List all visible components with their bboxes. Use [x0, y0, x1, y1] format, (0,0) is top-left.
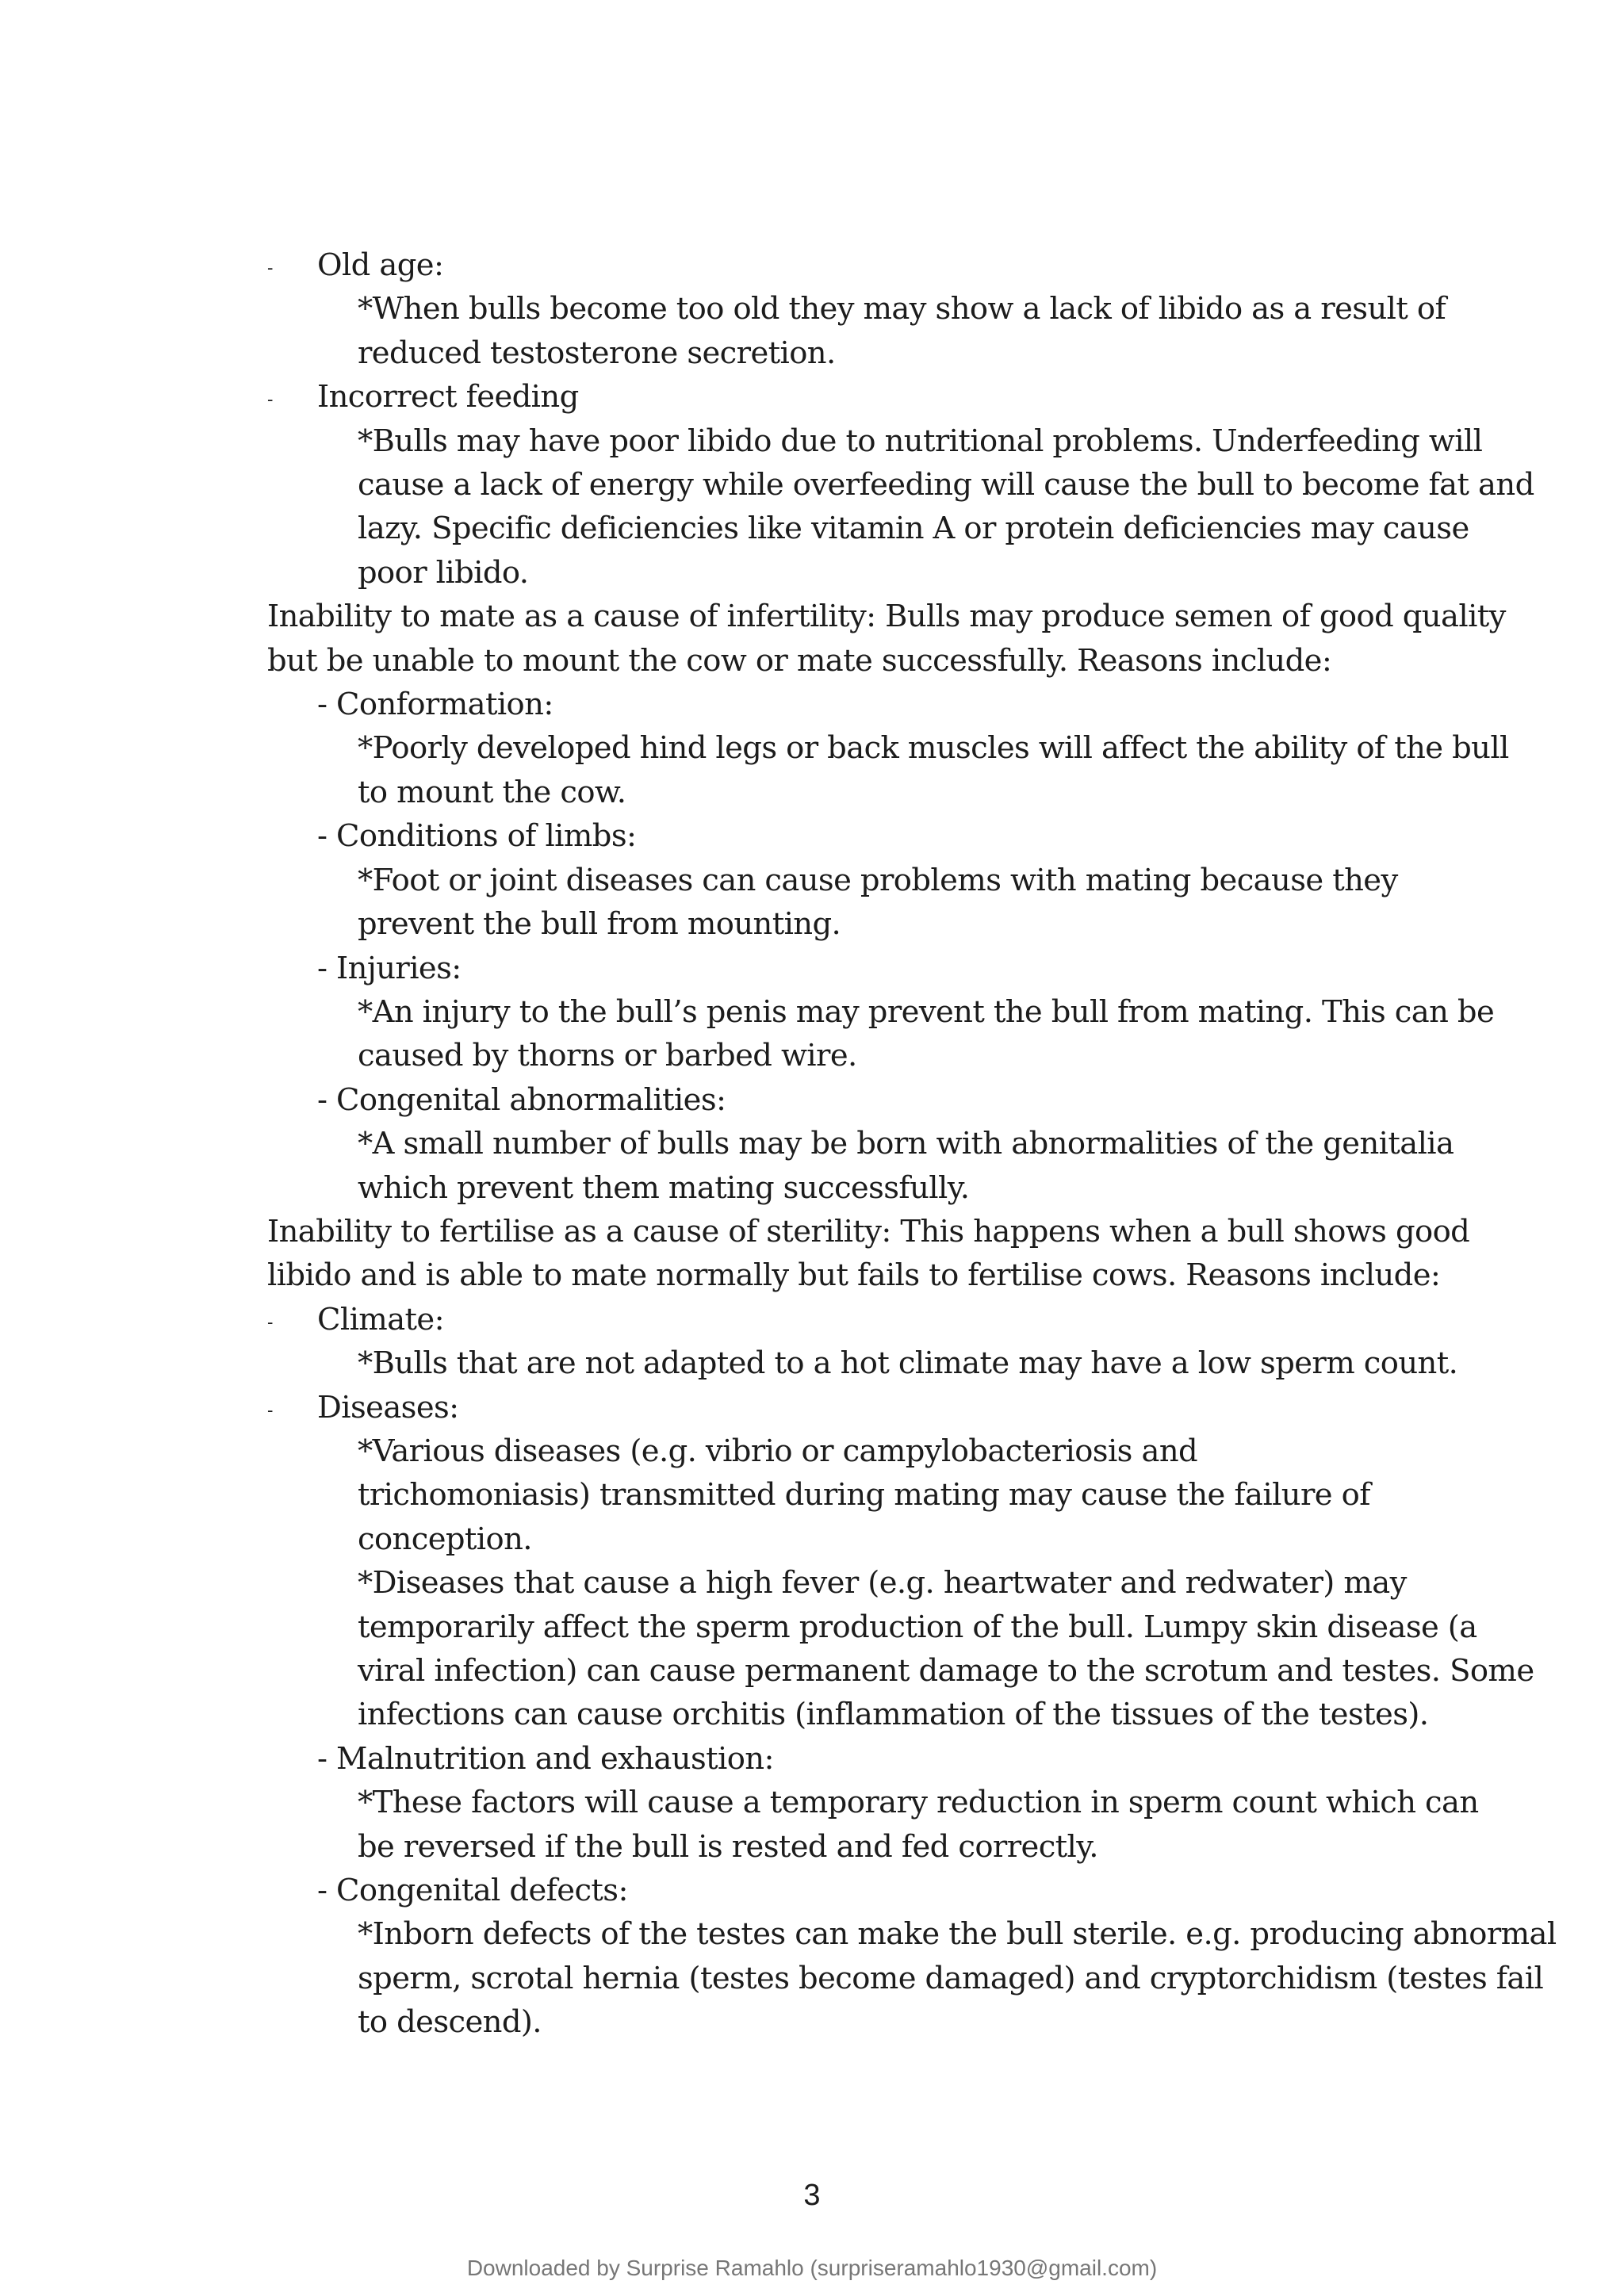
sub-heading: - Injuries:: [317, 950, 462, 986]
paragraph-line: but be unable to mount the cow or mate successfully. Reasons include:: [267, 642, 1332, 679]
paragraph-line: libido and is able to mate normally but fails to fertilise cows. Reasons include:: [267, 1257, 1441, 1294]
sub-heading: - Conditions of limbs:: [317, 818, 637, 855]
document-body: [267, 243, 1557, 2045]
bullet-item: [267, 1298, 1425, 1341]
bullet-marker: -: [267, 390, 273, 411]
detail-line: *Various diseases (e.g. vibrio or campylobacteriosis and: [358, 1433, 1198, 1469]
bullet-item: [267, 375, 1425, 419]
detail-line: caused by thorns or barbed wire.: [358, 1038, 857, 1074]
detail-line: *Bulls that are not adapted to a hot climate may have a low sperm count.: [358, 1345, 1458, 1382]
detail-line: viral infection) can cause permanent damage to the scrotum and testes. Some: [358, 1653, 1534, 1689]
detail-line: sperm, scrotal hernia (testes become damaged) and cryptorchidism (testes fail: [358, 1960, 1544, 1996]
detail-line: *Diseases that cause a high fever (e.g. heartwater and redwater) may: [358, 1565, 1407, 1601]
detail-line: to mount the cow.: [358, 774, 626, 810]
bullet-marker: -: [267, 258, 273, 278]
detail-line: *An injury to the bull’s penis may prevent the bull from mating. This can be: [358, 993, 1495, 1030]
bullet-label: Diseases:: [317, 1389, 459, 1425]
detail-line: *Inborn defects of the testes can make the bull sterile. e.g. producing abnormal: [358, 1916, 1557, 1953]
page-number: 3: [803, 2179, 821, 2212]
detail-line: *A small number of bulls may be born with abnormalities of the genitalia: [358, 1126, 1454, 1162]
detail-line: cause a lack of energy while overfeeding will cause the bull to become fat and: [358, 467, 1534, 503]
detail-line: poor libido.: [358, 554, 529, 591]
download-footer: Downloaded by Surprise Ramahlo (surpriseramahlo1930@gmail.com): [466, 2256, 1158, 2280]
bullet-item: [267, 243, 1425, 287]
bullet-item: [267, 1386, 1425, 1429]
detail-line: *Poorly developed hind legs or back muscles will affect the ability of the bull: [358, 730, 1509, 767]
bullet-label: Climate:: [317, 1301, 444, 1337]
bullet-label: Incorrect feeding: [317, 379, 579, 415]
detail-line: reduced testosterone secretion.: [358, 335, 836, 371]
detail-line: which prevent them mating successfully.: [358, 1169, 970, 1206]
detail-line: infections can cause orchitis (inflammation of the tissues of the testes).: [358, 1697, 1429, 1733]
detail-line: *Foot or joint diseases can cause problems with mating because they: [358, 862, 1398, 898]
paragraph-line: Inability to mate as a cause of infertility: Bulls may produce semen of good quality: [267, 599, 1506, 635]
sub-heading: - Conformation:: [317, 687, 553, 723]
sub-heading: - Congenital defects:: [317, 1873, 628, 1909]
detail-line: conception.: [358, 1521, 532, 1557]
bullet-marker: -: [267, 1400, 273, 1421]
bullet-marker: -: [267, 1312, 273, 1333]
sub-heading: - Congenital abnormalities:: [317, 1081, 726, 1118]
detail-line: to descend).: [358, 2004, 542, 2041]
sub-heading: - Malnutrition and exhaustion:: [317, 1740, 774, 1777]
bullet-label: Old age:: [317, 247, 444, 283]
detail-line: prevent the bull from mounting.: [358, 906, 841, 943]
detail-line: temporarily affect the sperm production of the bull. Lumpy skin disease (a: [358, 1609, 1477, 1645]
detail-line: *These factors will cause a temporary reduction in sperm count which can: [358, 1785, 1479, 1821]
detail-line: lazy. Specific deficiencies like vitamin A or protein deficiencies may cause: [358, 511, 1469, 547]
detail-line: *When bulls become too old they may show a lack of libido as a result of: [358, 291, 1446, 327]
detail-line: be reversed if the bull is rested and fed correctly.: [358, 1828, 1098, 1865]
detail-line: *Bulls may have poor libido due to nutritional problems. Underfeeding will: [358, 423, 1483, 459]
paragraph-line: Inability to fertilise as a cause of sterility: This happens when a bull shows good: [267, 1213, 1470, 1249]
detail-line: trichomoniasis) transmitted during mating may cause the failure of: [358, 1477, 1370, 1513]
